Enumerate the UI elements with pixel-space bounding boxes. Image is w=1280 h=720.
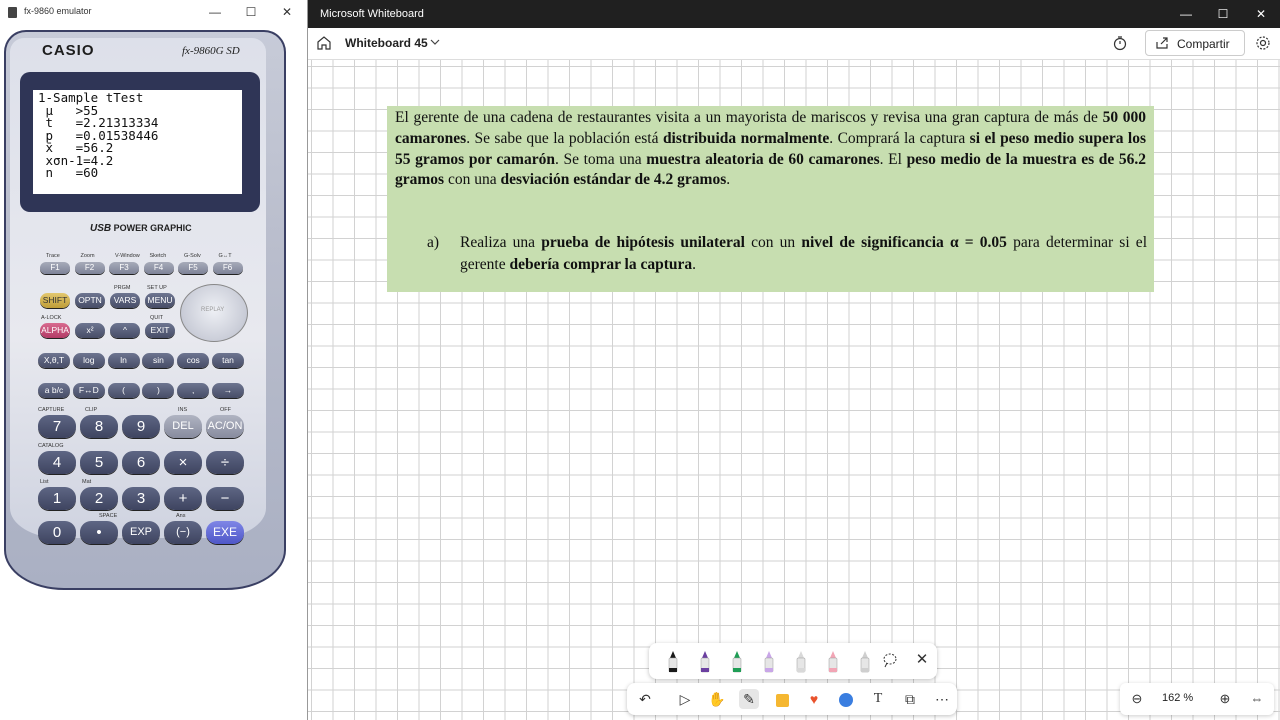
num-row3-key-3[interactable]: +: [164, 487, 202, 510]
sci-key[interactable]: →: [212, 383, 244, 398]
item-run: .: [692, 256, 697, 273]
home-icon[interactable]: [316, 35, 332, 51]
screen-text: 1-Sample tTest μ >55 t =2.21313334 p =0.01538446 x̄ =56.2 xσn-1=4.2 n =60: [38, 90, 159, 180]
whiteboard-window: [308, 0, 1280, 720]
sci-key[interactable]: a b/c: [38, 383, 70, 398]
fkey-label: G-Solv: [184, 253, 201, 259]
function-key-1[interactable]: F1: [40, 262, 70, 274]
num-row4-key-0[interactable]: 0: [38, 521, 76, 544]
sci-key[interactable]: (: [108, 383, 140, 398]
share-button[interactable]: [1145, 30, 1245, 56]
num-row1-key-1[interactable]: 8: [80, 415, 118, 438]
insert-icon[interactable]: ⧉: [905, 691, 915, 707]
item-run: prueba de hipótesis unilateral: [541, 234, 745, 251]
paragraph-run: muestra aleatoria de 60 camarones: [646, 150, 880, 168]
maximize-button[interactable]: ☐: [1217, 7, 1229, 21]
share-label: Compartir: [1177, 37, 1230, 51]
num-row1-key-4[interactable]: AC/ON: [206, 415, 244, 438]
replay-dpad[interactable]: REPLAY: [180, 284, 248, 342]
num-row2-key-3[interactable]: ×: [164, 451, 202, 474]
problem-paragraph: [395, 108, 1146, 191]
emulator-titlebar: [0, 0, 307, 26]
sci-key[interactable]: ): [142, 383, 174, 398]
vars-key[interactable]: VARS: [110, 293, 140, 308]
fit-screen-icon[interactable]: ⇔: [1250, 691, 1264, 706]
lasso-icon[interactable]: [881, 651, 899, 669]
paragraph-run: .: [726, 171, 731, 189]
undo-icon[interactable]: ↶: [639, 691, 651, 707]
main-toolbar: [627, 683, 957, 715]
sci-key[interactable]: F↔D: [73, 383, 105, 398]
optn-key[interactable]: OPTN: [75, 293, 105, 308]
num-row3-key-1[interactable]: 2: [80, 487, 118, 510]
paragraph-run: . El: [879, 150, 907, 168]
window-title: Microsoft Whiteboard: [320, 8, 424, 20]
ink-toolbar: [649, 643, 937, 679]
maximize-button[interactable]: ☐: [245, 5, 257, 19]
brand-logo: CASIO: [42, 42, 95, 59]
zoom-out-icon[interactable]: ⊖: [1131, 691, 1143, 706]
gear-icon[interactable]: [1255, 35, 1271, 51]
function-key-3[interactable]: F3: [109, 262, 139, 274]
board-header: [308, 28, 1280, 60]
num-row1-key-0[interactable]: 7: [38, 415, 76, 438]
sci-key[interactable]: log: [73, 353, 105, 368]
catalog-label: CATALOG: [38, 443, 64, 449]
mat-label: Mat: [82, 479, 92, 485]
num-row4-key-3[interactable]: (−): [164, 521, 202, 544]
num-row3-key-4[interactable]: −: [206, 487, 244, 510]
num-row3-key-2[interactable]: 3: [122, 487, 160, 510]
num-row2-key-2[interactable]: 6: [122, 451, 160, 474]
key-0-row-alpha[interactable]: ALPHA: [40, 323, 70, 338]
num-row3-key-0[interactable]: 1: [38, 487, 76, 510]
pen-color-3-icon[interactable]: [729, 650, 745, 674]
shift-key[interactable]: SHIFT: [40, 293, 70, 308]
ins-label: INS: [178, 407, 188, 413]
ans-label: Ans: [176, 513, 186, 519]
pen-color-7-icon[interactable]: [857, 650, 873, 674]
sticky-note-icon[interactable]: [772, 689, 792, 709]
fkey-label: Sketch: [149, 253, 167, 259]
zoom-controls: [1120, 683, 1274, 715]
fkey-label: Zoom: [80, 253, 95, 259]
function-key-2[interactable]: F2: [75, 262, 105, 274]
paragraph-run: desviación estándar de 4.2 gramos: [500, 171, 727, 189]
key-3-row-alpha[interactable]: EXIT: [145, 323, 175, 338]
num-row4-key-2[interactable]: EXP: [122, 521, 160, 544]
close-button[interactable]: ✕: [281, 5, 293, 19]
emulator-title: fx-9860 emulator: [24, 6, 92, 16]
item-run: Realiza una: [460, 234, 542, 251]
alock-label: A-LOCK: [41, 315, 62, 321]
pen-color-5-icon[interactable]: [793, 650, 809, 674]
paragraph-run: peso medio de la muestra es de 56.2 gramos: [395, 150, 1147, 189]
sci-key[interactable]: ,: [177, 383, 209, 398]
paragraph-run: . Se sabe que la población está: [466, 129, 663, 147]
share-icon: [1155, 36, 1169, 50]
emulator-window: [0, 0, 308, 720]
minimize-button[interactable]: —: [1180, 7, 1192, 21]
prgm-label: PRGM: [114, 285, 131, 291]
paragraph-run: El gerente de una cadena de restaurantes visita a un mayorista de mariscos y revisa una gran captura de más de: [395, 109, 1103, 126]
calculator-screen: [33, 90, 242, 194]
num-row2-key-1[interactable]: 5: [80, 451, 118, 474]
fkey-label: Trace: [46, 253, 60, 259]
paragraph-run: 50 000 camarones: [395, 109, 1147, 147]
item-run: para determinar si el gerente: [460, 234, 1147, 273]
close-button[interactable]: ✕: [1255, 7, 1267, 21]
pen-color-1-icon[interactable]: [665, 650, 681, 674]
fkey-label: G↔T: [218, 253, 232, 259]
problem-card[interactable]: [387, 106, 1154, 292]
num-row1-key-2[interactable]: 9: [122, 415, 160, 438]
chevron-down-icon[interactable]: [429, 35, 441, 49]
num-row2-key-4[interactable]: ÷: [206, 451, 244, 474]
pen-color-2-icon[interactable]: [697, 650, 713, 674]
num-row2-key-0[interactable]: 4: [38, 451, 76, 474]
fkey-label: V-Window: [115, 253, 140, 259]
pen-color-6-icon[interactable]: [825, 650, 841, 674]
function-key-4[interactable]: F4: [144, 262, 174, 274]
num-row4-key-1[interactable]: •: [80, 521, 118, 544]
pen-color-4-icon[interactable]: [761, 650, 777, 674]
sci-key[interactable]: cos: [177, 353, 209, 368]
board-canvas[interactable]: [308, 60, 1280, 720]
sci-key[interactable]: ln: [108, 353, 140, 368]
function-key-5[interactable]: F5: [178, 262, 208, 274]
whiteboard-titlebar: [308, 0, 1280, 28]
item-run: nivel de significancia α = 0.05: [801, 234, 1007, 251]
paragraph-run: distribuida normalmente: [662, 129, 830, 147]
capture-label: CAPTURE: [38, 407, 65, 413]
paragraph-run: si el peso medio supera los 55 gramos por camarón: [395, 129, 1146, 168]
list-label: List: [40, 479, 49, 485]
item-run: debería comprar la captura: [509, 256, 693, 273]
num-row1-key-3[interactable]: DEL: [164, 415, 202, 438]
hand-icon[interactable]: ✋: [708, 691, 726, 707]
key-2-row-alpha[interactable]: ^: [110, 323, 140, 338]
item-letter: a): [427, 234, 440, 251]
zoom-in-icon[interactable]: ⊕: [1219, 691, 1231, 706]
paragraph-run: . Se toma una: [554, 150, 647, 168]
board-name[interactable]: Whiteboard 45: [345, 36, 428, 50]
clip-label: CLIP: [85, 407, 98, 413]
sci-key[interactable]: sin: [142, 353, 174, 368]
emulator-app-icon: [8, 7, 17, 18]
text-icon[interactable]: T: [873, 691, 883, 706]
shapes-icon[interactable]: [836, 689, 856, 709]
pen-icon[interactable]: ✎: [739, 689, 759, 709]
setup-label: SET UP: [147, 285, 167, 291]
item-run: con un: [744, 234, 802, 251]
timer-icon[interactable]: [1112, 35, 1128, 51]
menu-key[interactable]: MENU: [145, 293, 175, 308]
key-1-row-alpha[interactable]: x²: [75, 323, 105, 338]
usb-label: USB POWER GRAPHIC: [90, 223, 192, 234]
off-label: OFF: [220, 407, 231, 413]
item-text: [460, 232, 1147, 276]
quit-label: QUIT: [150, 315, 164, 321]
minimize-button[interactable]: —: [209, 5, 221, 19]
zoom-level: 162 %: [1162, 692, 1194, 704]
close-icon[interactable]: ✕: [915, 651, 929, 668]
paragraph-run: . Comprará la captura: [829, 129, 970, 147]
sci-key[interactable]: tan: [212, 353, 244, 368]
reaction-icon[interactable]: ♥: [809, 691, 819, 707]
space-label: SPACE: [99, 513, 118, 519]
select-icon[interactable]: ▷: [679, 691, 691, 707]
paragraph-run: con una: [444, 171, 501, 189]
model-label: fx-9860G SD: [182, 45, 240, 57]
sci-key[interactable]: X,θ,T: [38, 353, 70, 368]
more-icon[interactable]: ⋯: [935, 691, 949, 707]
function-key-6[interactable]: F6: [213, 262, 243, 274]
num-row4-key-4[interactable]: EXE: [206, 521, 244, 544]
